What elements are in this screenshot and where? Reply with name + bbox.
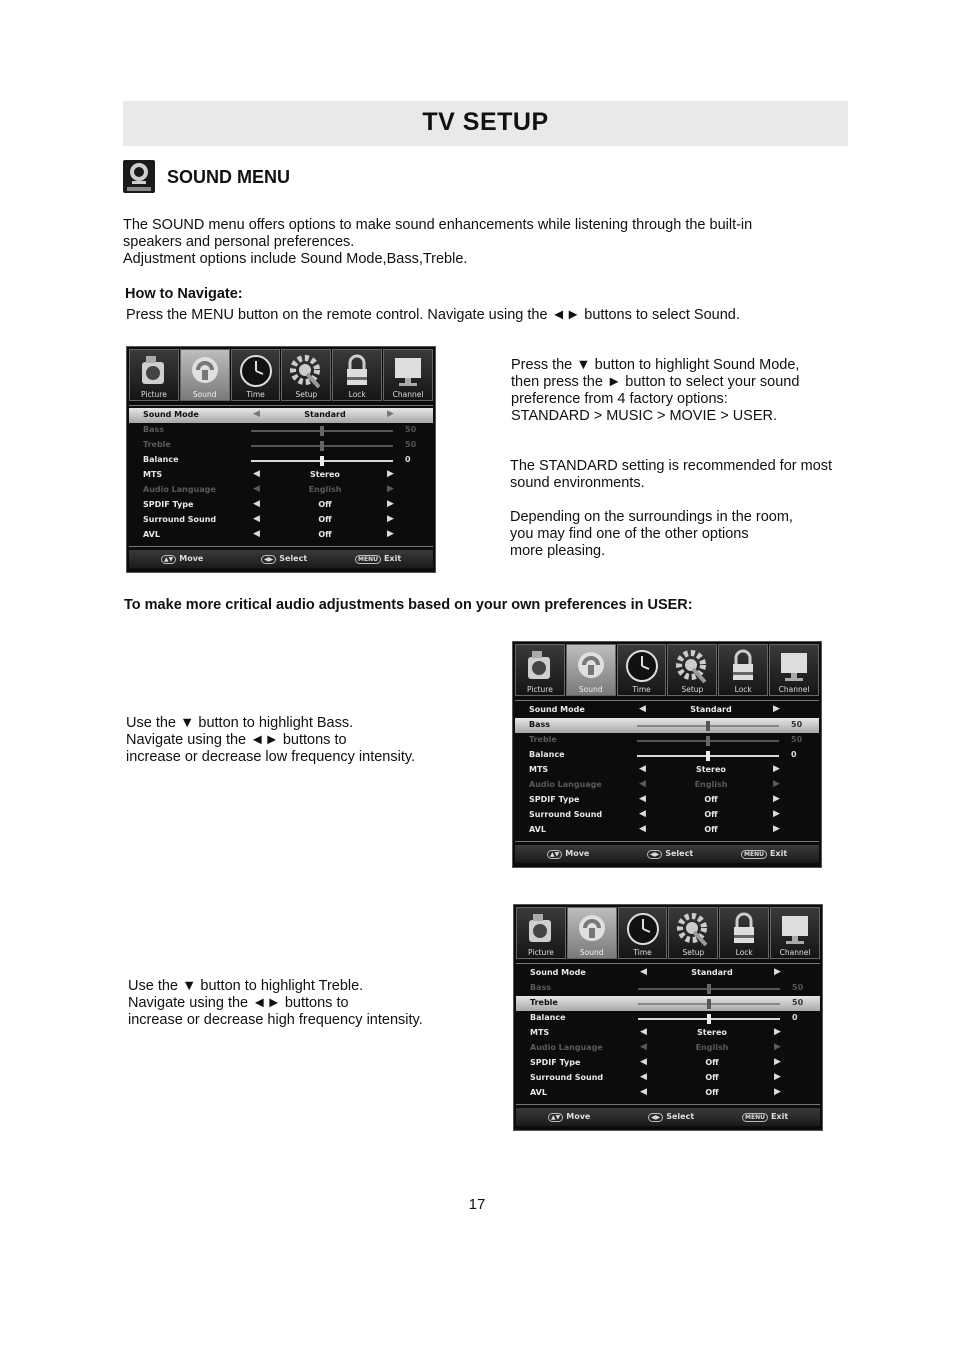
osd-row-bass: Bass 50 [143,425,417,434]
osd-tab-sound: Sound [566,644,616,696]
osd-tab-setup: Setup [668,907,718,959]
treble-instructions: Use the ▼ button to highlight Treble. Navigate using the ◄► buttons to increase or decrease high frequency intensity. [128,978,423,1028]
section-title: SOUND MENU [167,167,291,187]
osd-tab-lock: Lock [718,644,768,696]
osd-row-mts: MTS ◀ Stereo ▶ [530,1027,781,1037]
padlock-icon [340,352,374,390]
osd-row-avl: AVL ◀ Off ▶ [530,1087,781,1097]
page-number: 17 [468,1196,486,1213]
osd-tab-channel: Channel [770,907,820,959]
osd-tab-picture: Picture [129,349,179,401]
osd-row-spdif: SPDIF Type ◀ Off ▶ [143,499,394,509]
osd-row-mts: MTS ◀ Stereo ▶ [529,764,780,774]
up-down-icon: ▲▼ [547,850,562,859]
osd-row-mts: MTS ◀ Stereo ▶ [143,469,394,479]
osd-tab-bar [129,349,433,401]
osd-row-sound-mode: Sound Mode ◀ Standard ▶ [530,967,781,977]
osd-row-sound-mode: Sound Mode ◀ Standard ▶ [129,408,433,423]
left-right-icon: ◀▶ [648,1113,663,1122]
bass-instructions: Use the ▼ button to highlight Bass. Navigate using the ◄► buttons to increase or decrease low frequency intensity. [126,715,416,765]
monitor-icon [778,910,812,948]
osd-row-balance: Balance 0 [530,1013,798,1022]
clock-icon [626,910,660,948]
osd-tab-time: Time [231,349,281,401]
speaker-icon [575,910,609,948]
osd-tab-time: Time [617,644,667,696]
intro-text: The SOUND menu offers options to make sound enhancements while listening through the built-in speakers and personal preferences. Adjustment options include Sound Mode,Bass,Treble. [123,217,753,267]
osd-tab-time: Time [618,907,668,959]
osd-row-treble: Treble 50 [516,996,820,1011]
osd-tab-channel: Channel [769,644,819,696]
osd-row-surround: Surround Sound ◀ Off ▶ [143,514,394,524]
left-right-icon: ◀▶ [261,555,276,564]
osd-footer: ▲▼ Move ◀▶ Select MENU Exit [515,845,819,863]
osd-settings-list [516,963,820,1105]
gear-icon [676,910,710,948]
osd-tab-picture: Picture [515,644,565,696]
osd-row-audio-language: Audio Language ◀ English ▶ [143,484,394,494]
osd-row-surround: Surround Sound ◀ Off ▶ [529,809,780,819]
osd-tab-bar [515,644,819,696]
up-down-icon: ▲▼ [548,1113,563,1122]
osd-row-avl: AVL ◀ Off ▶ [143,529,394,539]
osd-row-treble: Treble 50 [529,735,803,744]
osd-row-bass: Bass 50 [530,983,804,992]
osd-row-spdif: SPDIF Type ◀ Off ▶ [530,1057,781,1067]
menu-key-icon: MENU [742,1113,768,1122]
monitor-icon [391,352,425,390]
speaker-icon [188,352,222,390]
osd-settings-list [129,405,433,547]
osd-row-audio-language: Audio Language ◀ English ▶ [529,779,780,789]
osd-treble [513,904,823,1131]
osd-footer: ▲▼ Move ◀▶ Select MENU Exit [516,1108,820,1126]
gear-icon [675,647,709,685]
osd-row-audio-language: Audio Language ◀ English ▶ [530,1042,781,1052]
osd-sound-mode [126,346,436,573]
osd-bass [512,641,822,868]
osd-tab-setup: Setup [281,349,331,401]
osd-settings-list [515,700,819,842]
surroundings-note: Depending on the surroundings in the room, you may find one of the other options more pleasing. [510,509,793,559]
up-down-icon: ▲▼ [161,555,176,564]
clock-icon [239,352,273,390]
monitor-icon [777,647,811,685]
osd-row-treble: Treble 50 [143,440,417,449]
osd-tab-picture: Picture [516,907,566,959]
page-title: TV SETUP [422,108,549,136]
osd-row-sound-mode: Sound Mode ◀ Standard ▶ [529,704,780,714]
osd-tab-bar [516,907,820,959]
osd-row-spdif: SPDIF Type ◀ Off ▶ [529,794,780,804]
navigate-heading: How to Navigate: [125,286,243,302]
padlock-icon [727,910,761,948]
osd-row-bass: Bass 50 [515,718,819,733]
osd-row-balance: Balance 0 [529,750,797,759]
menu-key-icon: MENU [741,850,767,859]
left-right-icon: ◀▶ [647,850,662,859]
osd-tab-channel: Channel [383,349,433,401]
camera-icon [524,910,558,948]
osd-row-balance: Balance 0 [143,455,411,464]
padlock-icon [726,647,760,685]
menu-key-icon: MENU [355,555,381,564]
standard-recommendation: The STANDARD setting is recommended for most sound environments. [510,458,833,491]
osd-tab-lock: Lock [332,349,382,401]
gear-icon [289,352,323,390]
speaker-icon [574,647,608,685]
osd-footer: ▲▼ Move ◀▶ Select MENU Exit [129,550,433,568]
user-adjustments-heading: To make more critical audio adjustments based on your own preferences in USER: [124,597,693,613]
sound-menu-icon [123,160,155,193]
navigate-text: Press the MENU button on the remote control. Navigate using the ◄► buttons to select Sound. [126,307,740,323]
sound-mode-instructions: Press the ▼ button to highlight Sound Mode, then press the ► button to select your sound preference from 4 factory options: STANDARD > MUSIC > MOVIE > USER. [511,357,800,424]
osd-tab-sound: Sound [180,349,230,401]
clock-icon [625,647,659,685]
osd-row-avl: AVL ◀ Off ▶ [529,824,780,834]
osd-tab-lock: Lock [719,907,769,959]
camera-icon [523,647,557,685]
osd-row-surround: Surround Sound ◀ Off ▶ [530,1072,781,1082]
camera-icon [137,352,171,390]
osd-tab-setup: Setup [667,644,717,696]
osd-tab-sound: Sound [567,907,617,959]
